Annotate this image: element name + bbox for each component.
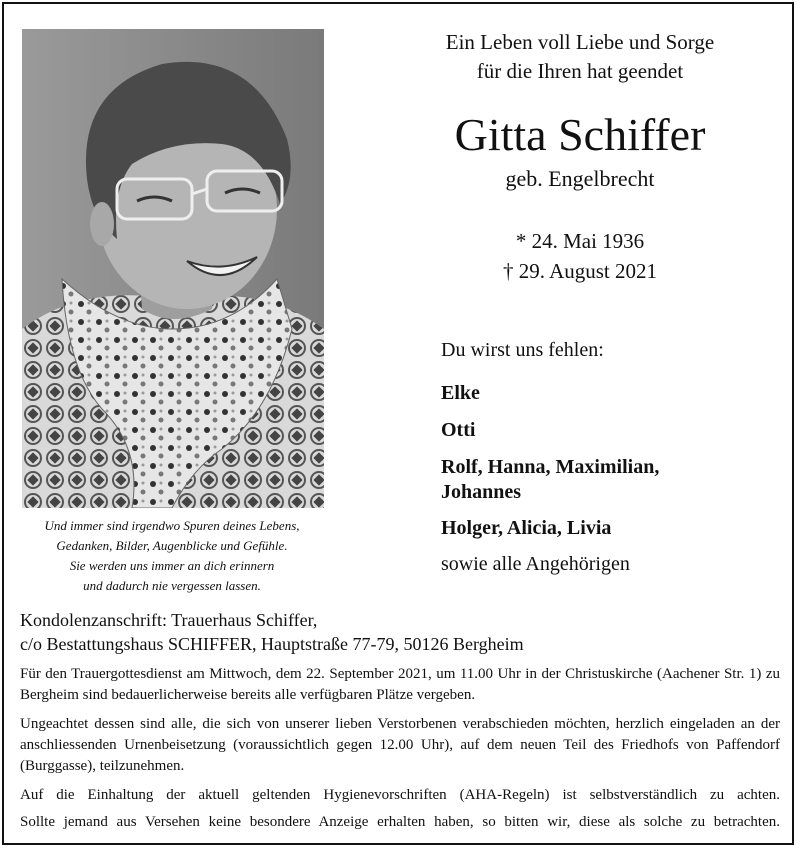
address-line: Kondolenzanschrift: Trauerhaus Schiffer,	[20, 610, 318, 630]
motto	[380, 28, 780, 86]
mourner-name: Holger, Alicia, Livia	[441, 517, 612, 539]
portrait-photo	[22, 29, 324, 508]
mourner-name: Otti	[441, 419, 476, 441]
notice-paragraph: Für den Trauergottesdienst am Mittwoch, dem 22. September 2021, um 11.00 Uhr in der Christuskirche (Aachener Str. 1) zu Bergheim sind bedauerlicherweise bereits alle verfügbaren Plätze vergeben.	[20, 666, 780, 703]
address-line: c/o Bestattungshaus SCHIFFER, Hauptstraße 77-79, 50126 Bergheim	[20, 634, 524, 654]
mourner-name: Elke	[441, 382, 480, 404]
motto-line: Ein Leben voll Liebe und Sorge	[445, 30, 715, 54]
condolence-address	[20, 608, 524, 656]
death-date: † 29. August 2021	[502, 259, 657, 283]
birth-date: * 24. Mai 1936	[515, 229, 645, 253]
memorial-verse	[14, 516, 330, 596]
mourners-intro: Du wirst uns fehlen:	[441, 339, 604, 361]
verse-line: Sie werden uns immer an dich erinnern	[69, 558, 275, 573]
notice-paragraph: Sollte jemand aus Versehen keine besondere Anzeige erhalten haben, so bitten wir, diese als solche zu betrachten.	[20, 814, 780, 830]
life-dates	[380, 226, 780, 286]
verse-line: und dadurch nie vergessen lassen.	[83, 578, 261, 593]
mourner-name: Rolf, Hanna, Maximilian,	[441, 456, 660, 478]
mourner-name: Johannes	[441, 481, 522, 503]
deceased-name: Gitta Schiffer	[454, 109, 706, 160]
verse-line: Gedanken, Bilder, Augenblicke und Gefühle.	[56, 538, 288, 553]
mourners-closing: sowie alle Angehörigen	[441, 553, 630, 575]
motto-line: für die Ihren hat geendet	[476, 59, 684, 83]
maiden-name: geb. Engelbrecht	[505, 166, 655, 191]
notice-paragraph: Auf die Einhaltung der aktuell geltenden Hygienevorschriften (AHA-Regeln) ist selbstverständlich zu achten.	[20, 787, 780, 803]
notice-paragraph: Ungeachtet dessen sind alle, die sich von unserer lieben Verstorbenen verabschieden möchten, herzlich eingeladen an der anschliessenden Urnenbeisetzung (voraussichtlich gegen 12.00 Uhr), auf dem neuen Teil des Friedhofs von Paffendorf (Burggasse), teilzunehmen.	[20, 716, 780, 774]
verse-line: Und immer sind irgendwo Spuren deines Lebens,	[44, 518, 300, 533]
